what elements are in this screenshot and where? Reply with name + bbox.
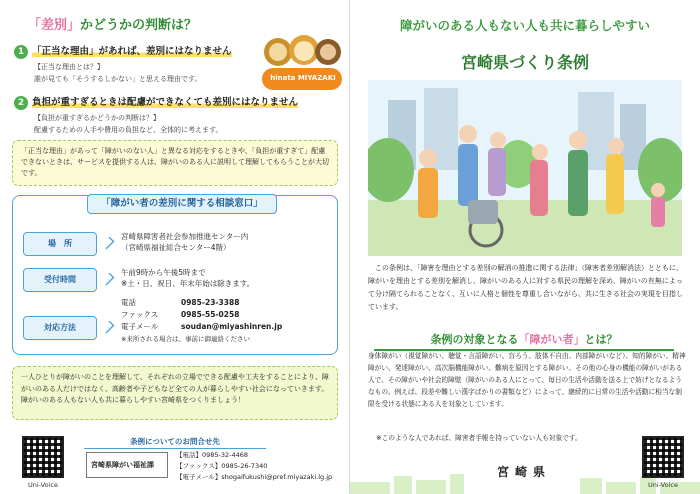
left-title: 「差別」かどうかの判断は？: [28, 18, 198, 33]
hours-value: 午前9時から午後5時まで ※土・日、祝日、年末年始は除きます。: [121, 268, 255, 288]
consultation-title: 「障がい者の差別に関する相談窓口」: [87, 194, 277, 214]
inquiry-email[interactable]: 【電子メール】shogaifukushi@pref.miyazaki.lg.jp: [176, 473, 333, 481]
people-illustration: [368, 80, 682, 256]
q2-sub-text: 配慮するための人手や費用の負担など、全体的に考えます。: [34, 126, 223, 134]
chevron-right-icon: [102, 321, 115, 334]
explanation-box: 「正当な理由」があって「障がいのない人」と異なる対応をするときや、「負担が重すぎて」配慮できないときは、サービスを提供する人は、障がいのある人に説明して理解してもらうことが大切です。: [12, 140, 338, 186]
ordinance-subtitle: 宮崎県づくり条例: [460, 53, 589, 72]
place-value: 宮崎県障害者社会参加推進センター内 （宮崎県福祉総合センター4階）: [121, 232, 249, 252]
chevron-right-icon: [102, 273, 115, 286]
qr-code-icon[interactable]: [642, 436, 684, 478]
fax-number: 0985-55-0258: [181, 310, 240, 319]
method-label: 対応方法: [23, 316, 97, 340]
phone-number[interactable]: 0985-23-3388: [181, 298, 240, 307]
hours-label: 受付時間: [23, 268, 97, 292]
question-1: 1 「正当な理由」があれば、差別にはなりません: [14, 43, 232, 59]
consultation-panel: [12, 195, 338, 355]
chevron-right-icon: [102, 237, 115, 250]
email-link[interactable]: soudan@miyashinren.jp: [181, 322, 283, 331]
q2-sub-heading: 【負担が重すぎるかどうかの判断は？】: [34, 114, 160, 122]
inquiry-contacts: 【電話】0985-32-4468 【ファックス】0985-26-7340 【電子メール】shogaifukushi@pref.miyazaki.lg.jp: [176, 451, 333, 481]
place-label: 場 所: [23, 232, 97, 256]
closing-message-box: 一人ひとりが障がいのことを理解して、それぞれの立場でできる配慮や工夫をすることにより、障がいのある人だけではなく、高齢者や子どもなど全ての人が暮らしやすい社会になっていきます。障がいのある人もない人も共に暮らしやすい宮崎県をつくりましょう！: [12, 366, 338, 420]
target-heading: 条例の対象となる「障がい者」とは？: [374, 331, 674, 351]
target-note: ※このような人であれば、障害者手帳を持っていない人も対象です。: [376, 434, 582, 442]
mascot-label: hinata MIYAZAKI: [270, 74, 336, 82]
q1-sub-text: 誰が見ても「そうするしかない」と思える理由です。: [34, 75, 202, 83]
ordinance-description: この条例は、「障害を理由とする差別の解消の推進に関する法律」（障害者差別解消法）とともに、障がいを理由とする差別を解消し、障がいのある人に対する県民の理解を深め、障がいの有無によって分け隔てられることなく、互いに人格と個性を尊重し合いながら、共に生きる社会の実現を目指しています。: [368, 264, 683, 311]
q1-sub-heading: 【正当な理由とは？】: [34, 63, 104, 71]
right-page: [350, 0, 700, 494]
qr-code-icon[interactable]: [22, 436, 64, 478]
question-2: 2 負担が重すぎるときは配慮ができなくても差別にはなりません: [14, 94, 298, 110]
inquiry-organization: 宮崎県障がい福祉課: [86, 452, 168, 478]
inquiry-title: 条例についてのお問合せ先: [84, 436, 266, 449]
target-description: 身体障がい（視覚障がい、聴覚・言語障がい、盲ろう、肢体不自由、内部障がいなど）、知的障がい、精神障がい、発達障がい、高次脳機能障がい、難病を原因とする障がい、その他の心身の機能の障がいがある人で、その障がいや社会的障壁（障がいのある人にとって、毎日の生活や活動を送る上で妨げとなるようなもの。例えば、段差や難しい漢字ばかりの書類など）によって、継続的に日常の生活や活動に相当な制限を受ける状態にある人を対象としています。: [368, 352, 686, 408]
contact-methods: 電話 0985-23-3388 ファックス 0985-55-0258 電子メール soudan@miyashinren.jp ※来所される場合は、事前に御連絡ください: [121, 298, 283, 343]
ordinance-title: 障がいのある人もない人も共に暮らしやすい: [399, 18, 650, 33]
prefecture-name: 宮崎県: [496, 465, 551, 479]
qr-label: Uni-Voice: [648, 481, 678, 489]
qr-label: Uni-Voice: [28, 481, 58, 489]
mascot-illustration: [260, 30, 344, 92]
